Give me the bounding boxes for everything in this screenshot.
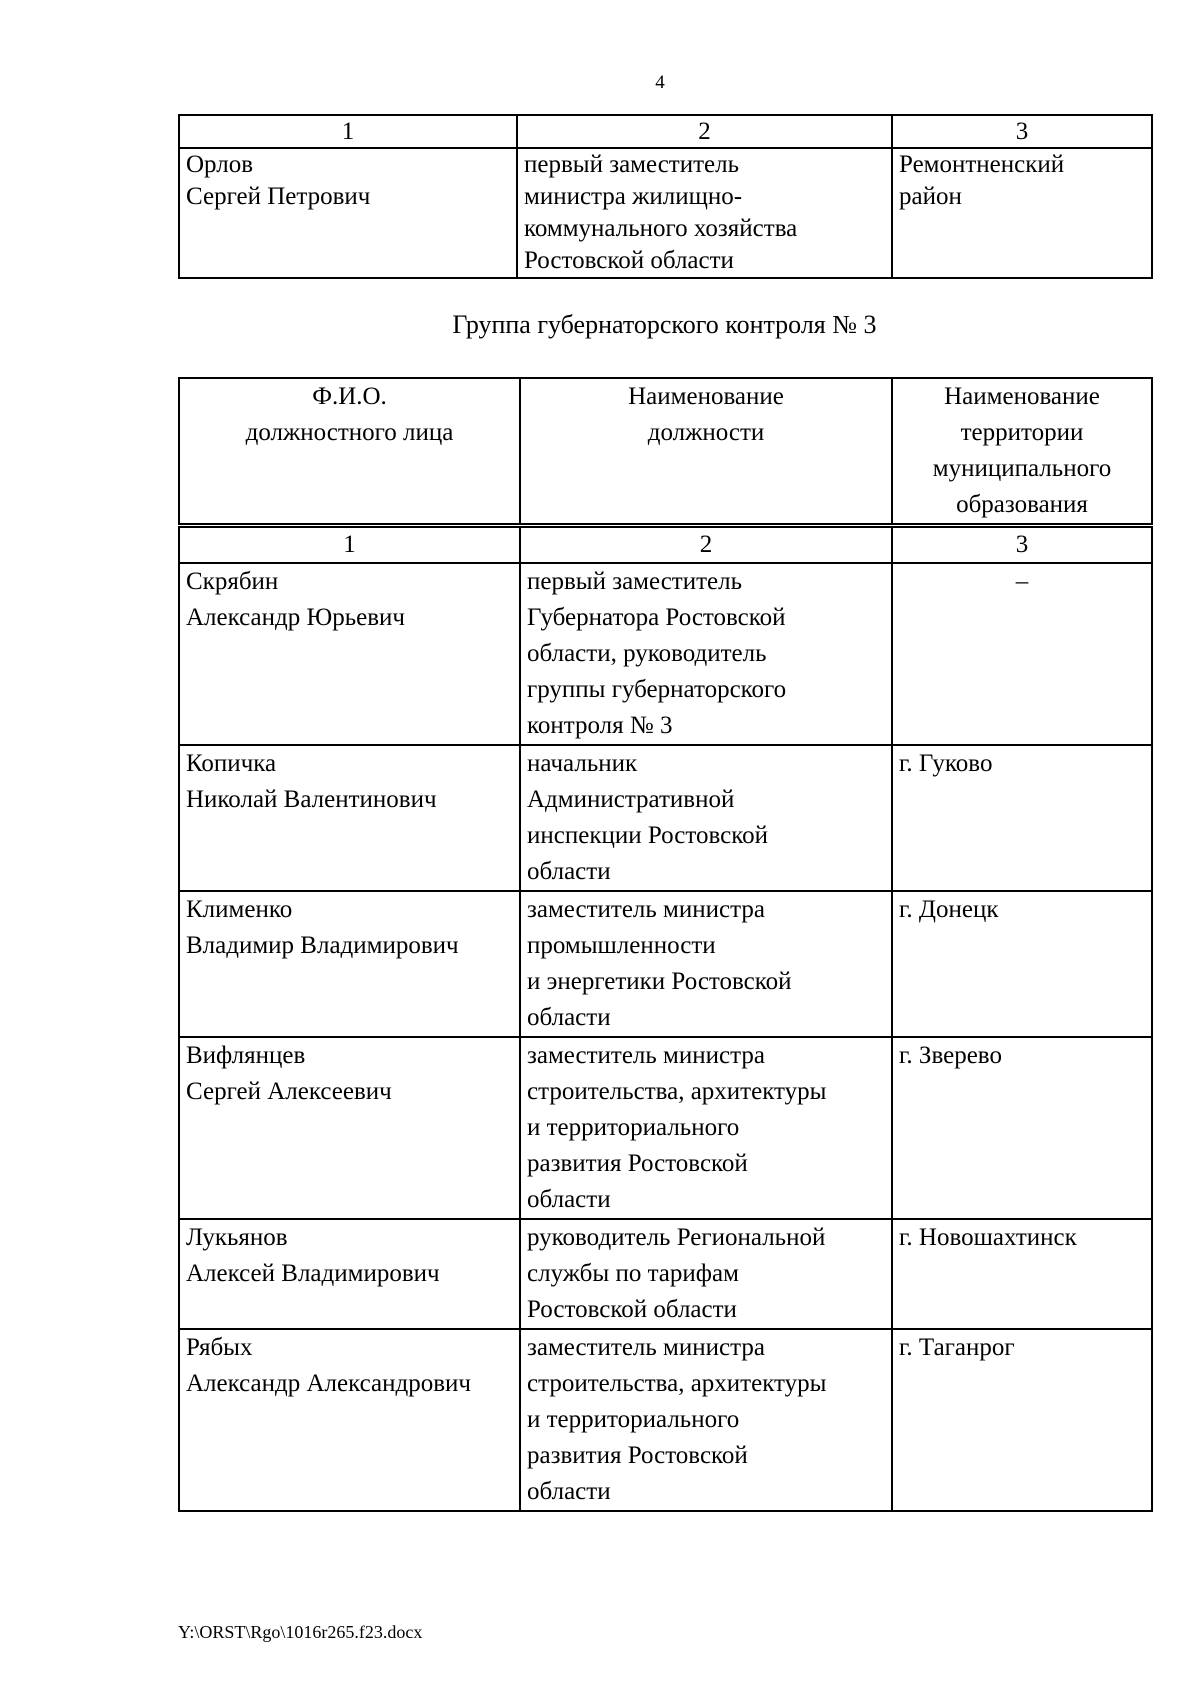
position-line: развития Ростовской [527,1442,748,1469]
name-line: Владимир Владимирович [186,932,459,959]
territory-line: г. Зверево [899,1042,1002,1069]
name-line: Орлов [186,151,254,178]
position-line: заместитель министра [527,1334,765,1361]
position-line: службы по тарифам [527,1260,739,1287]
position-line: Административной [527,786,735,813]
header-position [520,378,892,526]
header-row [179,378,1152,526]
col-number: 1 [179,115,517,148]
header-line: территории [960,419,1084,446]
position-line: Ростовской области [524,247,734,274]
table-row [179,891,1152,1037]
col-number: 3 [892,526,1152,564]
official-name-cell [179,1219,520,1329]
name-line: Александр Александрович [186,1370,471,1397]
position-cell [517,148,892,278]
position-cell [520,1219,892,1329]
position-cell [520,1037,892,1219]
header-name [179,378,520,526]
table-row [179,745,1152,891]
position-line: области [527,858,611,885]
header-line: должностного лица [245,419,454,446]
position-line: группы губернаторского [527,676,787,703]
name-line: Скрябин [186,568,279,595]
position-cell [520,563,892,745]
position-line: первый заместитель [524,151,740,178]
position-line: инспекции Ростовской [527,822,768,849]
territory-line: Ремонтненский [899,151,1065,178]
position-line: министра жилищно- [524,183,743,210]
territory-cell [892,891,1152,1037]
position-line: области [527,1478,611,1505]
header-line: Наименование [944,383,1100,410]
col-number: 1 [179,526,520,564]
header-line: муниципального [932,455,1112,482]
position-cell [520,891,892,1037]
main-table [178,377,1153,1512]
position-line: развития Ростовской [527,1150,748,1177]
official-name-cell [179,891,520,1037]
name-line: Сергей Петрович [186,183,371,210]
territory-line: г. Таганрог [899,1334,1015,1361]
col-number: 3 [892,115,1152,148]
territory-cell [892,563,1152,745]
name-line: Александр Юрьевич [186,604,405,631]
territory-cell [892,148,1152,278]
name-line: Лукьянов [186,1224,288,1251]
position-line: Ростовской области [527,1296,737,1323]
position-line: области [527,1004,611,1031]
position-line: начальник [527,750,638,777]
header-line: должности [647,419,765,446]
table-row [179,1329,1152,1511]
group-title: Группа губернаторского контроля № 3 [452,310,877,339]
official-name-cell [179,148,517,278]
territory-line: г. Гуково [899,750,993,777]
table-row [179,1219,1152,1329]
position-line: руководитель Региональной [527,1224,826,1251]
page-number: 4 [655,72,665,93]
official-name-cell [179,1329,520,1511]
official-name-cell [179,563,520,745]
territory-line: г. Донецк [899,896,999,923]
header-line: Ф.И.О. [312,383,387,410]
name-line: Алексей Владимирович [186,1260,440,1287]
position-line: заместитель министра [527,896,765,923]
name-line: Николай Валентинович [186,786,437,813]
number-row [179,526,1152,564]
position-line: и территориального [527,1406,740,1433]
top-table [178,114,1153,279]
name-line: Клименко [186,896,293,923]
position-cell [520,1329,892,1511]
position-line: и энергетики Ростовской [527,968,792,995]
position-line: строительства, архитектуры [527,1078,827,1105]
col-number: 2 [520,526,892,564]
position-line: области [527,1186,611,1213]
territory-cell [892,1037,1152,1219]
position-line: промышленности [527,932,716,959]
position-line: и территориального [527,1114,740,1141]
position-line: первый заместитель [527,568,743,595]
table-row [179,148,1152,278]
territory-cell [892,745,1152,891]
header-territory [892,378,1152,526]
position-line: Губернатора Ростовской [527,604,786,631]
top-table-number-row [179,115,1152,148]
position-line: контроля № 3 [527,712,673,739]
territory-line: г. Новошахтинск [899,1224,1077,1251]
name-line: Сергей Алексеевич [186,1078,392,1105]
territory-line: – [1015,568,1029,595]
header-line: Наименование [628,383,784,410]
official-name-cell [179,745,520,891]
territory-cell [892,1329,1152,1511]
name-line: Вифлянцев [186,1042,306,1069]
name-line: Копичка [186,750,277,777]
header-line: образования [956,491,1088,518]
footer-file-path: Y:\ORST\Rgo\1016r265.f23.docx [178,1622,423,1642]
position-line: строительства, архитектуры [527,1370,827,1397]
territory-cell [892,1219,1152,1329]
col-number: 2 [517,115,892,148]
position-cell [520,745,892,891]
table-row [179,1037,1152,1219]
territory-line: район [899,183,962,210]
official-name-cell [179,1037,520,1219]
name-line: Рябых [186,1334,253,1361]
position-line: заместитель министра [527,1042,765,1069]
table-row [179,563,1152,745]
position-line: коммунального хозяйства [524,215,798,242]
position-line: области, руководитель [527,640,767,667]
